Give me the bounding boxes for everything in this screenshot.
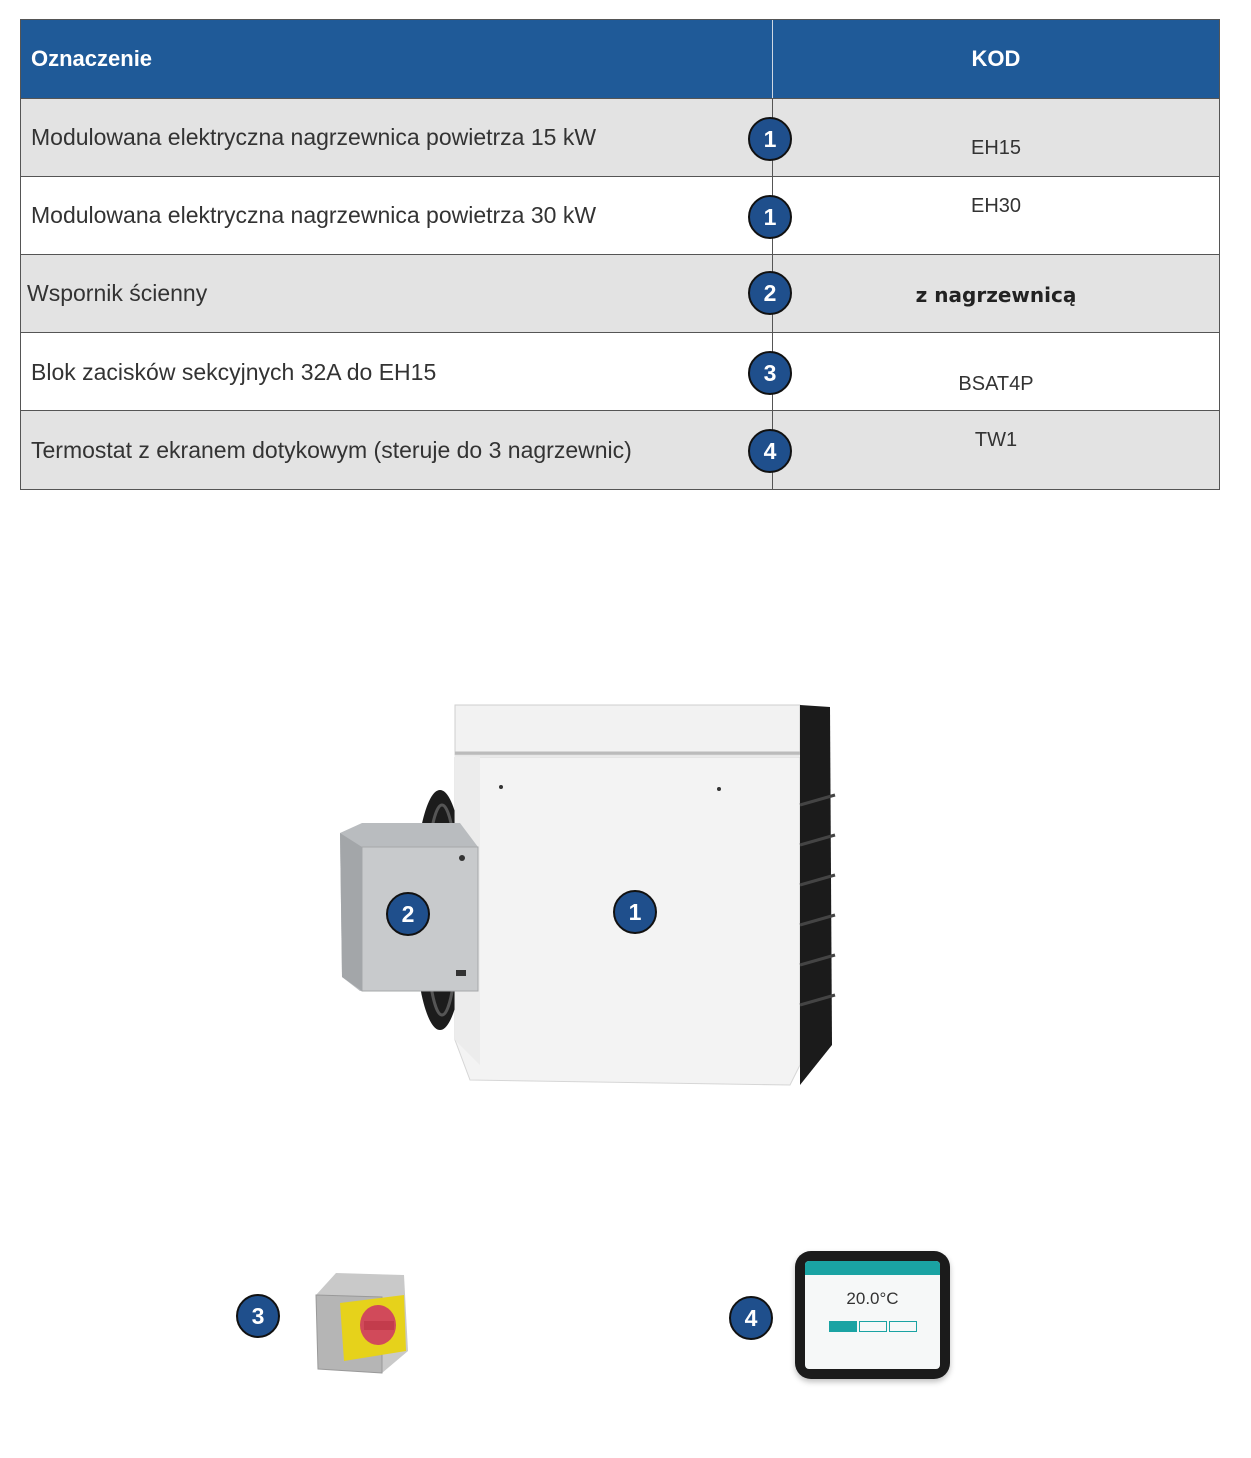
header-designation: Oznaczenie — [31, 46, 153, 71]
thermostat-mode-button — [859, 1321, 887, 1332]
table-row — [21, 333, 1219, 411]
row-code: z nagrzewnicą — [915, 283, 1077, 307]
switch-block-drawing — [312, 1265, 412, 1380]
header-code: KOD — [772, 20, 1219, 98]
thermostat-badge: 4 — [729, 1296, 773, 1340]
thermostat-mode-button — [889, 1321, 917, 1332]
table-header — [21, 20, 1219, 99]
table-row — [21, 255, 1219, 333]
thermostat-topbar — [805, 1261, 940, 1275]
thermostat-buttons — [805, 1321, 940, 1332]
spec-table — [20, 19, 1220, 490]
number-badge: 1 — [748, 195, 792, 239]
number-badge: 2 — [748, 271, 792, 315]
number-badge: 4 — [748, 429, 792, 473]
thermostat-temperature: 20.0°C — [846, 1289, 899, 1308]
thermostat-device — [795, 1251, 950, 1379]
switch-badge: 3 — [236, 1294, 280, 1338]
thermostat-screen — [805, 1261, 940, 1369]
row-description: Wspornik ścienny — [27, 280, 208, 306]
row-code-cell — [772, 333, 1219, 410]
bracket-badge: 2 — [386, 892, 430, 936]
heater-illustration — [330, 695, 850, 1095]
row-code: BSAT4P — [958, 373, 1034, 395]
row-description: Termostat z ekranem dotykowym (steruje do 3 nagrzewnic) — [31, 436, 632, 463]
row-code: TW1 — [974, 429, 1018, 451]
row-code: EH30 — [970, 195, 1022, 217]
row-description: Modulowana elektryczna nagrzewnica powietrza 15 kW — [31, 124, 597, 150]
heater-badge: 1 — [613, 890, 657, 934]
row-description: Blok zacisków sekcyjnych 32A do EH15 — [31, 359, 437, 385]
number-badge: 1 — [748, 117, 792, 161]
table-row — [21, 411, 1219, 489]
row-description: Modulowana elektryczna nagrzewnica powietrza 30 kW — [31, 202, 597, 228]
row-code-cell — [772, 99, 1219, 176]
row-code: EH15 — [970, 137, 1022, 159]
thermostat-mode-button — [829, 1321, 857, 1332]
row-code-cell — [772, 411, 1219, 489]
table-row — [21, 177, 1219, 255]
row-code-cell — [772, 255, 1219, 332]
number-badge: 3 — [748, 351, 792, 395]
row-code-cell — [772, 177, 1219, 254]
table-row — [21, 99, 1219, 177]
